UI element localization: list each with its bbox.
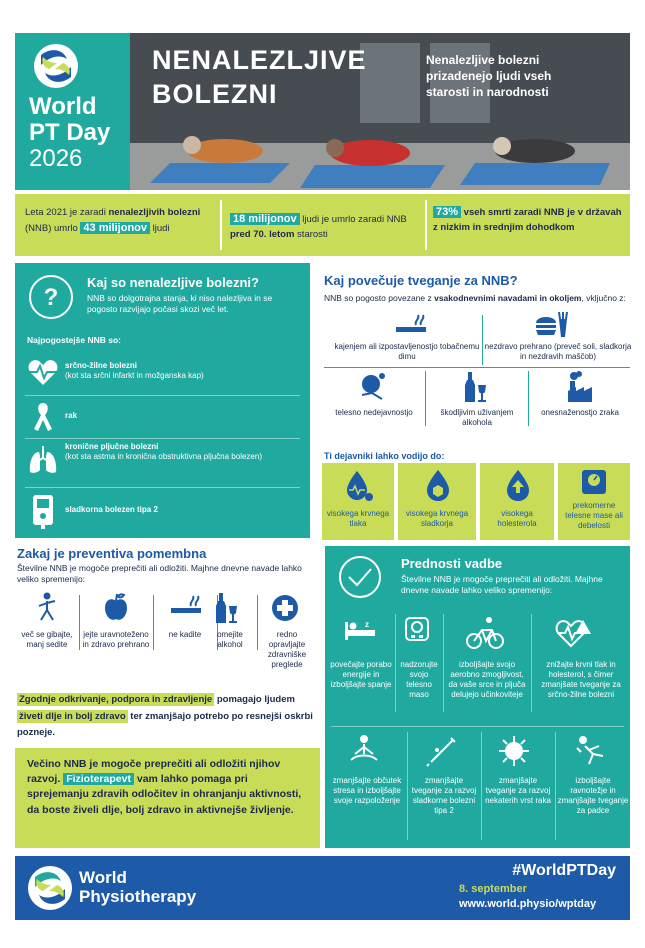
stat-2-pre: ljudi je umrlo zaradi NNB xyxy=(299,214,407,225)
divider xyxy=(443,614,444,712)
divider xyxy=(528,371,529,426)
ribbon-icon xyxy=(31,401,55,433)
prevention-post: ter zmanjšajo potrebo po resnejši oskrbi pozneje. xyxy=(17,710,313,739)
cell-icon xyxy=(497,734,531,768)
divider xyxy=(257,595,258,650)
benefit-item-6: zmanjšajte tveganje za razvoj nekaterih vrst raka xyxy=(485,776,551,805)
apple-icon xyxy=(103,592,129,622)
physio-text-post: vam lahko pomaga pri sprejemanju zdravih odločitev in ohranjanju aktivnosti, da boste živeli dlje, bolj zdravo in aktivnejše življenje. xyxy=(27,773,302,816)
bicycle-icon xyxy=(465,616,505,650)
what-desc: NNB so dolgotrajna stanja, ki niso nalezljiva in se pogosto razvijajo počasi skozi več let. xyxy=(87,293,273,315)
header-title-line1: NENALEZLJIVE xyxy=(152,45,367,75)
food-icon xyxy=(534,311,570,339)
logo-year: 2026 xyxy=(29,145,83,172)
factory-pollution-icon xyxy=(566,371,594,403)
syringe-icon xyxy=(425,734,459,768)
scale-icon xyxy=(580,468,608,496)
sugar-cube-drop-icon xyxy=(424,468,452,502)
world-physiotherapy-logo-icon xyxy=(27,865,73,911)
header-subtitle: Nenalezljive bolezni prizadenejo ljudi vseh starosti in narodnosti xyxy=(426,53,552,100)
stat-3 xyxy=(433,204,623,235)
prevention-item-checkups: redno opravljajte zdravniške preglede xyxy=(267,630,307,669)
divider xyxy=(79,595,80,650)
footer-hashtag: #WorldPTDay xyxy=(512,862,616,879)
alcohol-bottle-icon xyxy=(215,592,239,624)
risk-section xyxy=(322,263,632,463)
benefit-item-7: izboljšajte ravnotežje in zmanjšajte tveganje za padce xyxy=(557,776,629,815)
header-title-line2: BOLEZNI xyxy=(152,79,278,109)
stat-divider-2 xyxy=(425,200,427,250)
medical-cross-icon xyxy=(271,594,299,622)
ncd-item-diabetes xyxy=(25,491,300,531)
prevention-bottom-text xyxy=(17,692,315,742)
no-smoking-icon xyxy=(169,594,203,616)
footer-brand-line1: World xyxy=(79,868,127,887)
footer-date: 8. september xyxy=(459,883,527,895)
footer-brand-line2: Physiotherapy xyxy=(79,887,197,906)
risk-desc-post: , vključno z: xyxy=(581,293,626,303)
divider xyxy=(25,395,300,396)
divider xyxy=(555,732,556,840)
ncd-item-lungs-title: kronične pljučne bolezni xyxy=(65,442,159,451)
logo-line2: PT Day xyxy=(29,119,111,146)
footer-url[interactable]: www.world.physio/wptday xyxy=(459,898,597,910)
stat-3-bold: državah z nizkim in srednjim dohodkom xyxy=(433,207,622,233)
lead-title: Ti dejavniki lahko vodijo do: xyxy=(324,451,445,461)
ncd-item-heart-desc: (kot sta srčni infarkt in možganska kap) xyxy=(65,371,204,380)
benefits-panel xyxy=(325,546,630,848)
lead-item-3: prekomerne telesne mase ali debelosti xyxy=(565,501,623,530)
scale-icon xyxy=(404,616,430,642)
ncd-item-cancer xyxy=(25,399,300,435)
stats-bar xyxy=(15,194,630,256)
ncd-item-lungs xyxy=(25,442,300,484)
prevention-item-diet: jejte uravnoteženo in zdravo prehrano xyxy=(82,630,150,649)
prevention-item-move: več se gibajte, manj sedite xyxy=(21,630,73,649)
falling-person-icon xyxy=(573,734,607,768)
what-are-ncds-panel xyxy=(15,263,310,538)
stat-1-post: ljudi xyxy=(150,223,170,235)
exercise-person-icon xyxy=(35,592,59,622)
logo-line1: World xyxy=(29,93,97,120)
prevention-section xyxy=(15,545,315,745)
stat-2-post: starosti xyxy=(294,228,328,240)
prevention-desc: Številne NNB je mogoče preprečiti ali odložiti. Majhne dnevne navade lahko veliko spremenijo: xyxy=(17,563,302,585)
divider xyxy=(482,315,483,365)
divider xyxy=(481,732,482,840)
header-logo-panel xyxy=(15,33,130,190)
lead-box-obesity xyxy=(558,463,630,540)
lead-box-cholesterol xyxy=(480,463,554,540)
benefit-item-2: izboljšajte svojo aerobno zmogljivost, da vaše srce in pljuča delujejo učinkoviteje xyxy=(448,660,526,699)
risk-desc xyxy=(324,293,629,304)
prevention-mid: pomagajo ljudem xyxy=(214,694,295,705)
divider xyxy=(395,614,396,712)
lead-item-2: visokega holesterola xyxy=(497,509,537,528)
stat-1-pre: Leta 2021 je zaradi xyxy=(25,207,109,218)
divider xyxy=(324,367,630,368)
prevention-item-nosmoke: ne kadite xyxy=(168,630,202,639)
inactivity-icon xyxy=(358,371,388,401)
cigarette-icon xyxy=(394,313,428,335)
svg-text:?: ? xyxy=(43,284,59,311)
stat-1-number: 43 milijonov xyxy=(80,222,150,234)
divider xyxy=(531,614,532,712)
ncd-item-heart-title: srčno-žilne bolezni xyxy=(65,361,138,370)
divider xyxy=(407,732,408,840)
benefits-desc: Številne NNB je mogoče preprečiti ali odložiti. Majhne dnevne navade lahko veliko spremenijo: xyxy=(401,574,603,596)
risk-item-inactivity: telesno nedejavnostjo xyxy=(335,408,413,417)
heart-pulse-icon xyxy=(555,616,593,650)
meditation-icon xyxy=(347,734,381,764)
risk-title: Kaj povečuje tveganje za NNB? xyxy=(324,273,518,288)
prevention-hl1: Zgodnje odkrivanje, podpora in zdravljenje xyxy=(19,694,213,705)
ncd-item-lungs-desc: (kot sta astma in kronična obstruktivna pljučna bolezen) xyxy=(65,452,262,461)
alcohol-bottle-icon xyxy=(464,371,488,403)
divider xyxy=(331,726,624,727)
heart-pulse-icon xyxy=(27,357,59,387)
what-title: Kaj so nenalezljive bolezni? xyxy=(87,275,259,290)
lead-box-blood-sugar xyxy=(398,463,476,540)
stat-1 xyxy=(25,206,215,237)
stat-2-bold: pred 70. letom xyxy=(230,228,295,240)
risk-item-diet: nezdravo prehrano (preveč soli, sladkorja in nezdravih maščob) xyxy=(484,342,632,361)
benefit-item-3: znižajte krvni tlak in holesterol, s čimer zmanjšate tveganje za srčno-žilne bolezni xyxy=(541,660,621,699)
prevention-item-alcohol: omejite alkohol xyxy=(217,630,243,649)
ncd-item-diabetes-title: sladkorna bolezen tipa 2 xyxy=(65,505,158,514)
divider xyxy=(25,487,300,488)
question-icon xyxy=(27,273,75,321)
header-photo xyxy=(130,33,630,190)
common-label: Najpogostejše NNB so: xyxy=(27,335,121,345)
footer xyxy=(15,856,630,920)
lungs-icon xyxy=(27,444,59,476)
risk-desc-pre: NNB so pogosto povezane z xyxy=(324,293,435,303)
risk-item-pollution: onesnaženostjo zraka xyxy=(541,408,619,417)
divider xyxy=(153,595,154,650)
world-pt-day-logo-icon xyxy=(33,43,79,89)
stat-2-number: 18 milijonov xyxy=(230,213,300,225)
checkmark-icon xyxy=(337,554,383,600)
benefit-item-4: zmanjšajte občutek stresa in izboljšajte svoje razpoloženje xyxy=(332,776,402,805)
lead-box-blood-pressure xyxy=(322,463,394,540)
stat-3-number: 73% xyxy=(433,206,461,218)
blood-pressure-icon xyxy=(344,469,374,503)
benefit-item-5: zmanjšajte tveganje za razvoj sladkorne bolezni tipa 2 xyxy=(411,776,477,815)
stat-3-mid: vseh smrti zaradi NNB je v xyxy=(461,207,586,218)
svg-text:z: z xyxy=(365,620,369,629)
benefit-item-0: povečajte porabo energije in izboljšajte spanje xyxy=(330,660,392,689)
stat-1-mid: (NNB) umrlo xyxy=(25,223,81,235)
sleep-bed-icon xyxy=(343,618,377,642)
stat-1-bold: nenalezljivih bolezni xyxy=(108,207,201,218)
glucose-meter-icon xyxy=(31,493,55,529)
risk-item-alcohol: škodljivim uživanjem alkohola xyxy=(440,408,514,427)
physio-text-pre: Večino NNB je mogoče preprečiti ali odložiti njihov razvoj. xyxy=(27,758,281,786)
stat-2 xyxy=(230,211,420,242)
prevention-hl2: živeti dlje in bolj zdravo xyxy=(19,710,126,722)
benefits-title: Prednosti vadbe xyxy=(401,556,503,571)
physio-box xyxy=(15,748,320,848)
ncd-item-heart xyxy=(25,353,300,393)
stat-divider-1 xyxy=(220,200,222,250)
ncd-item-cancer-title: rak xyxy=(65,411,78,420)
physio-text-highlight: Fizioterapevt xyxy=(63,773,134,785)
lead-item-0: visokega krvnega tlaka xyxy=(326,509,390,528)
cholesterol-drop-icon xyxy=(504,468,532,502)
divider xyxy=(25,438,300,439)
risk-item-smoking: kajenjem ali izpostavljenostjo tobačnemu dimu xyxy=(334,342,480,361)
lead-item-1: visokega krvnega sladkorja xyxy=(405,509,469,528)
prevention-title: Zakaj je preventiva pomembna xyxy=(17,546,207,561)
risk-desc-bold: vsakodnevnimi navadami in okoljem xyxy=(434,293,582,303)
divider xyxy=(425,371,426,426)
benefit-item-1: nadzorujte svojo telesno maso xyxy=(400,660,438,699)
physio-text xyxy=(27,757,312,818)
